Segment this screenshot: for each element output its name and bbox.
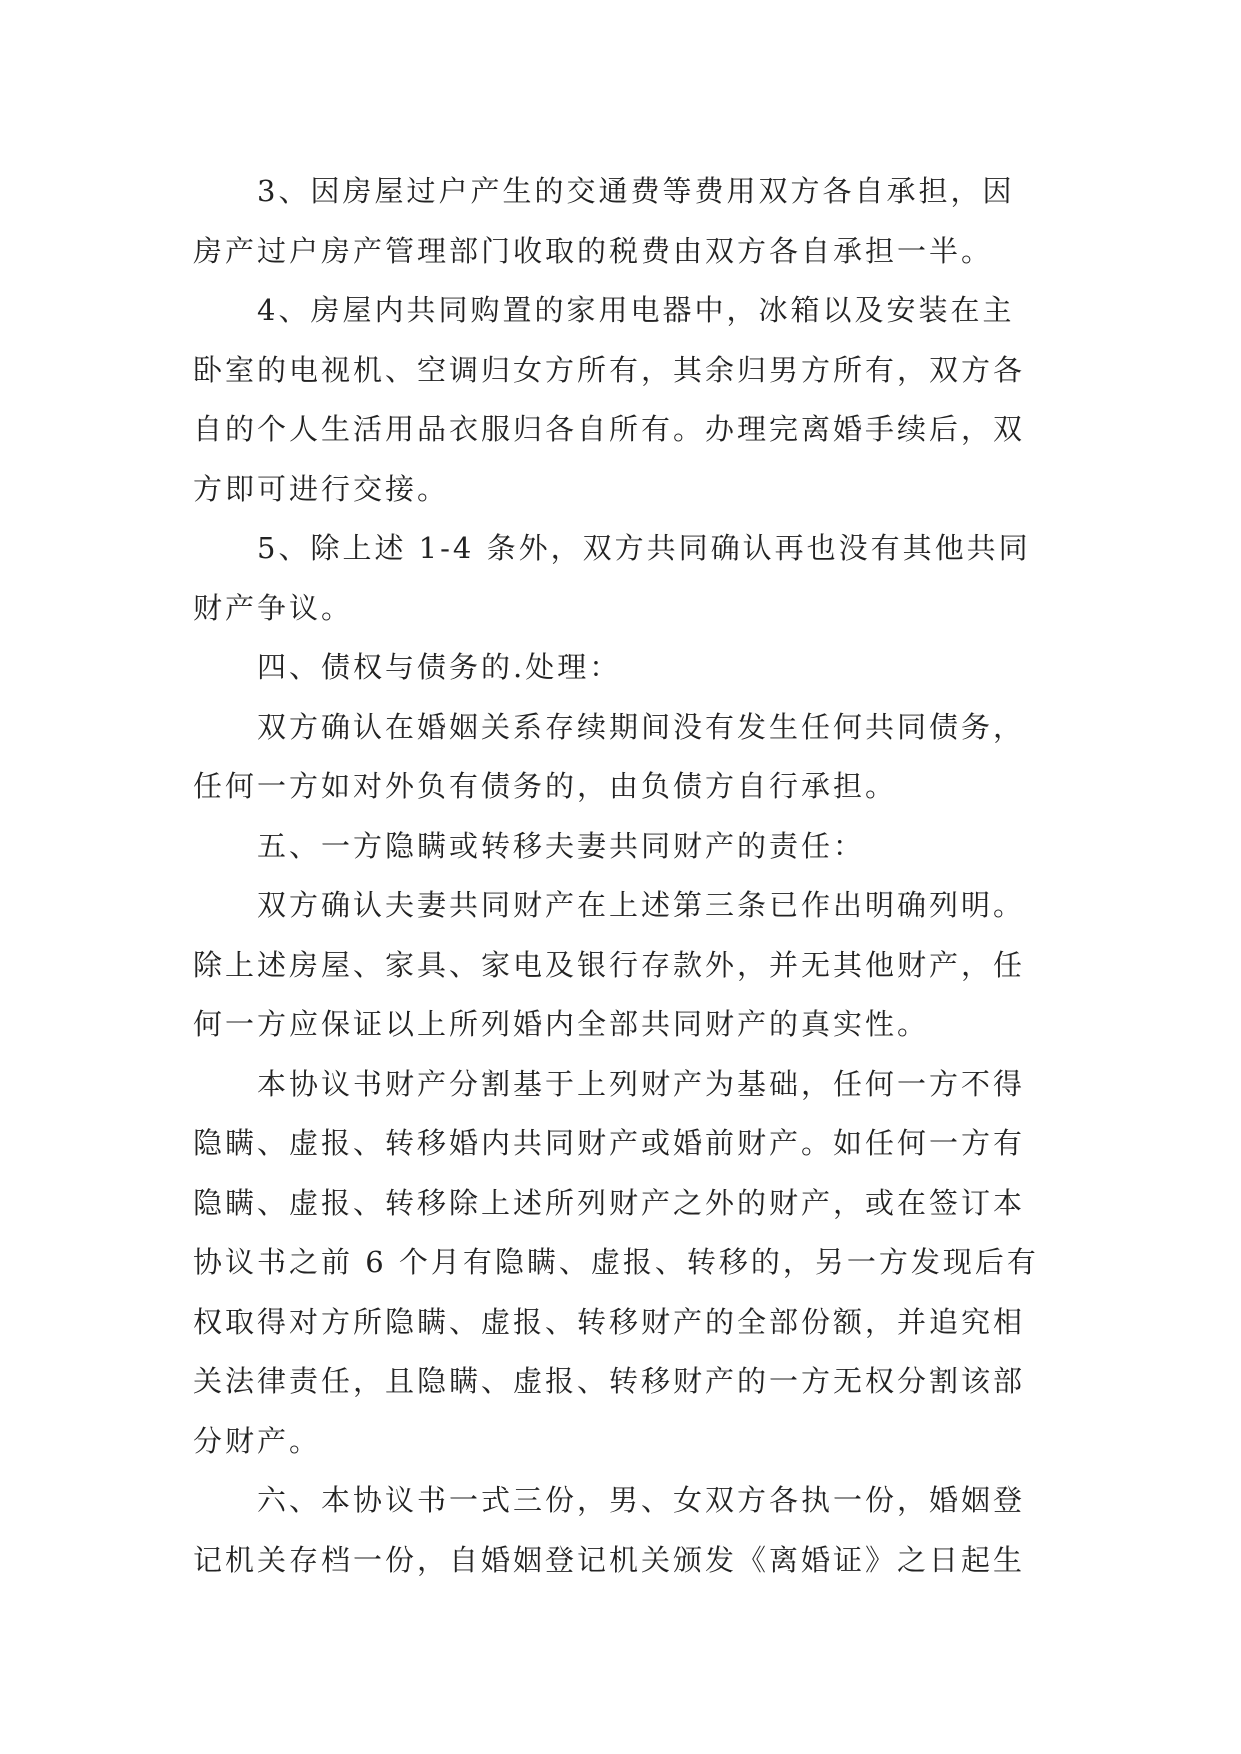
document-line: 分财产。 (193, 1423, 322, 1458)
document-body (193, 162, 1053, 1590)
document-line: 双方确认在婚姻关系存续期间没有发生任何共同债务， (257, 709, 1026, 744)
document-line: 双方确认夫妻共同财产在上述第三条已作出明确列明。 (257, 888, 1026, 922)
document-line: 五、一方隐瞒或转移夫妻共同财产的责任： (257, 828, 866, 863)
document-line: 记机关存档一份，自婚姻登记机关颁发《离婚证》之日起生 (193, 1542, 1026, 1577)
document-line: 隐瞒、虚报、转移除上述所列财产之外的财产，或在签订本 (193, 1185, 1026, 1220)
document-line: 卧室的电视机、空调归女方所有，其余归男方所有，双方各 (193, 352, 1026, 387)
document-line: 权取得对方所隐瞒、虚报、转移财产的全部份额，并追究相 (193, 1304, 1026, 1339)
document-line: 四、债权与债务的.处理： (257, 650, 622, 684)
document-line: 任何一方如对外负有债务的，由负债方自行承担。 (193, 769, 898, 803)
document-line: 隐瞒、虚报、转移婚内共同财产或婚前财产。如任何一方有 (193, 1126, 1026, 1160)
document-line: 财产争议。 (193, 590, 354, 625)
document-line: 本协议书财产分割基于上列财产为基础，任何一方不得 (257, 1066, 1026, 1101)
document-line: 除上述房屋、家具、家电及银行存款外，并无其他财产，任 (193, 947, 1026, 982)
document-line: 3、因房屋过户产生的交通费等费用双方各自承担，因 (257, 174, 1015, 208)
document-line: 5、除上述 1-4 条外，双方共同确认再也没有其他共同 (257, 531, 1031, 565)
document-line: 房产过户房产管理部门收取的税费由双方各自承担一半。 (193, 233, 994, 268)
document-line: 协议书之前 6 个月有隐瞒、虚报、转移的，另一方发现后有 (193, 1245, 1039, 1279)
document-line: 4、房屋内共同购置的家用电器中，冰箱以及安装在主 (257, 293, 1015, 327)
document-line: 自的个人生活用品衣服归各自所有。办理完离婚手续后，双 (193, 412, 1026, 446)
document-line: 六、本协议书一式三份，男、女双方各执一份，婚姻登 (257, 1483, 1026, 1517)
document-line: 关法律责任，且隐瞒、虚报、转移财产的一方无权分割该部 (193, 1364, 1026, 1398)
document-line: 何一方应保证以上所列婚内全部共同财产的真实性。 (193, 1007, 930, 1041)
document-line: 方即可进行交接。 (193, 471, 450, 506)
